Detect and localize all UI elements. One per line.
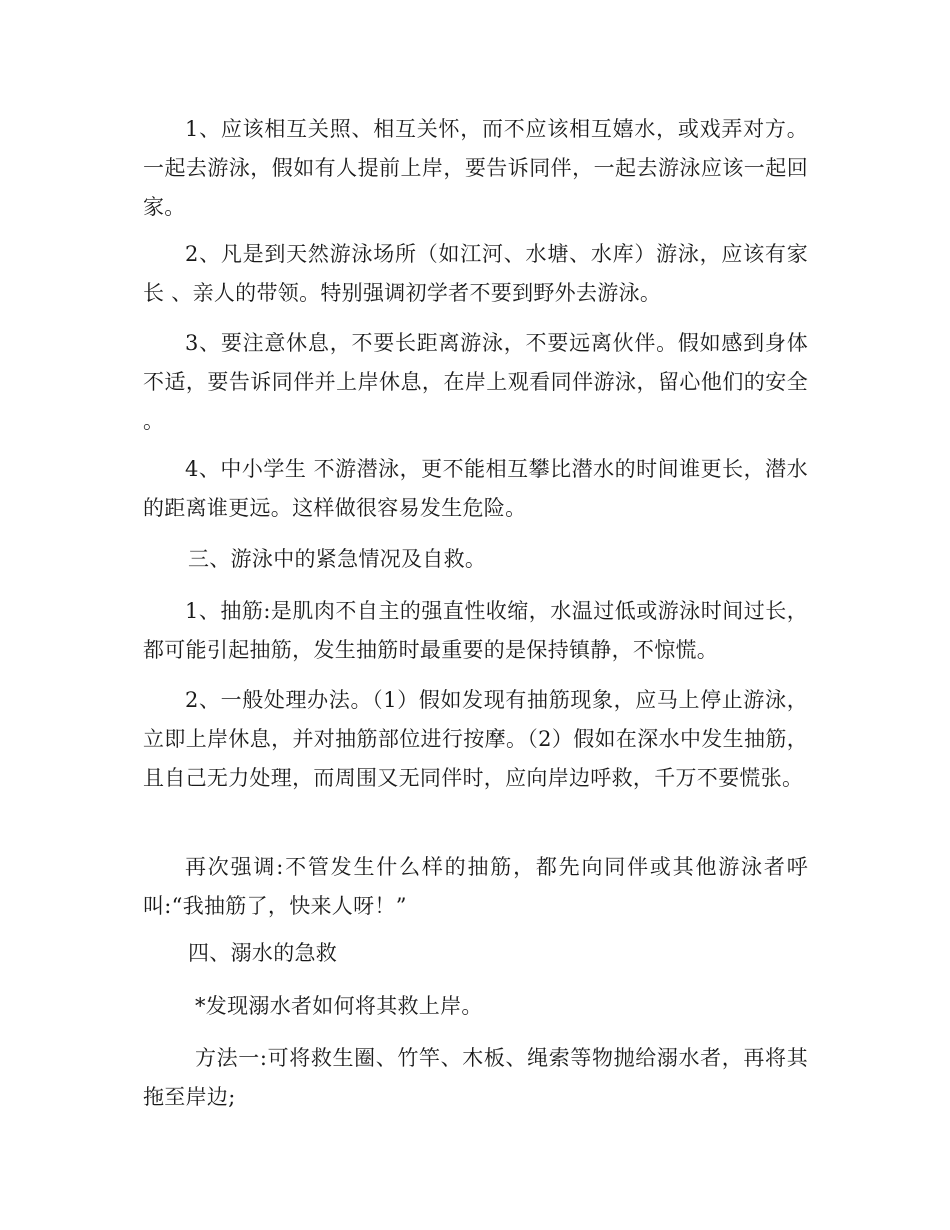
- paragraph-cramp-definition: 1、抽筋:是肌肉不自主的强直性收缩，水温过低或游泳时间过长，都可能引起抽筋，发生抽筋时最重要的是保持镇静，不惊慌。: [143, 599, 808, 662]
- section-heading-emergency: 三、游泳中的紧急情况及自救。: [188, 547, 487, 571]
- paragraph-emphasis-call-for-help: 再次强调:不管发生什么样的抽筋，都先向同伴或其他游泳者呼叫:“我抽筋了，快来人呀！”: [143, 855, 808, 918]
- paragraph-cramp-handling: 2、一般处理办法。（1）假如发现有抽筋现象，应马上停止游泳，立即上岸休息，并对抽筋部位进行按摩。（2）假如在深水中发生抽筋，且自己无力处理，而周围又无同伴时，应向岸边呼救，千万不要慌张。: [143, 688, 808, 790]
- paragraph-rule-2-natural-venues: 2、凡是到天然游泳场所（如江河、水塘、水库）游泳，应该有家长 、亲人的带领。特别强调初学者不要到野外去游泳。: [143, 242, 808, 305]
- paragraph-rescue-method-1: 方法一:可将救生圈、竹竿、木板、绳索等物抛给溺水者，再将其拖至岸边;: [143, 1046, 808, 1109]
- section-heading-drowning-rescue: 四、溺水的急救: [188, 941, 338, 965]
- paragraph-rule-1-mutual-care: 1、应该相互关照、相互关怀，而不应该相互嬉水，或戏弄对方。一起去游泳，假如有人提前上岸，要告诉同伴，一起去游泳应该一起回家。: [143, 117, 808, 219]
- paragraph-rescue-question: *发现溺水者如何将其救上岸。: [195, 994, 483, 1018]
- paragraph-rule-4-no-diving: 4、中小学生 不游潜泳，更不能相互攀比潜水的时间谁更长，潜水的距离谁更远。这样做很容易发生危险。: [143, 457, 808, 520]
- paragraph-rule-3-rest: 3、要注意休息，不要长距离游泳，不要远离伙伴。假如感到身体不适，要告诉同伴并上岸休息，在岸上观看同伴游泳，留心他们的安全 。: [143, 331, 815, 433]
